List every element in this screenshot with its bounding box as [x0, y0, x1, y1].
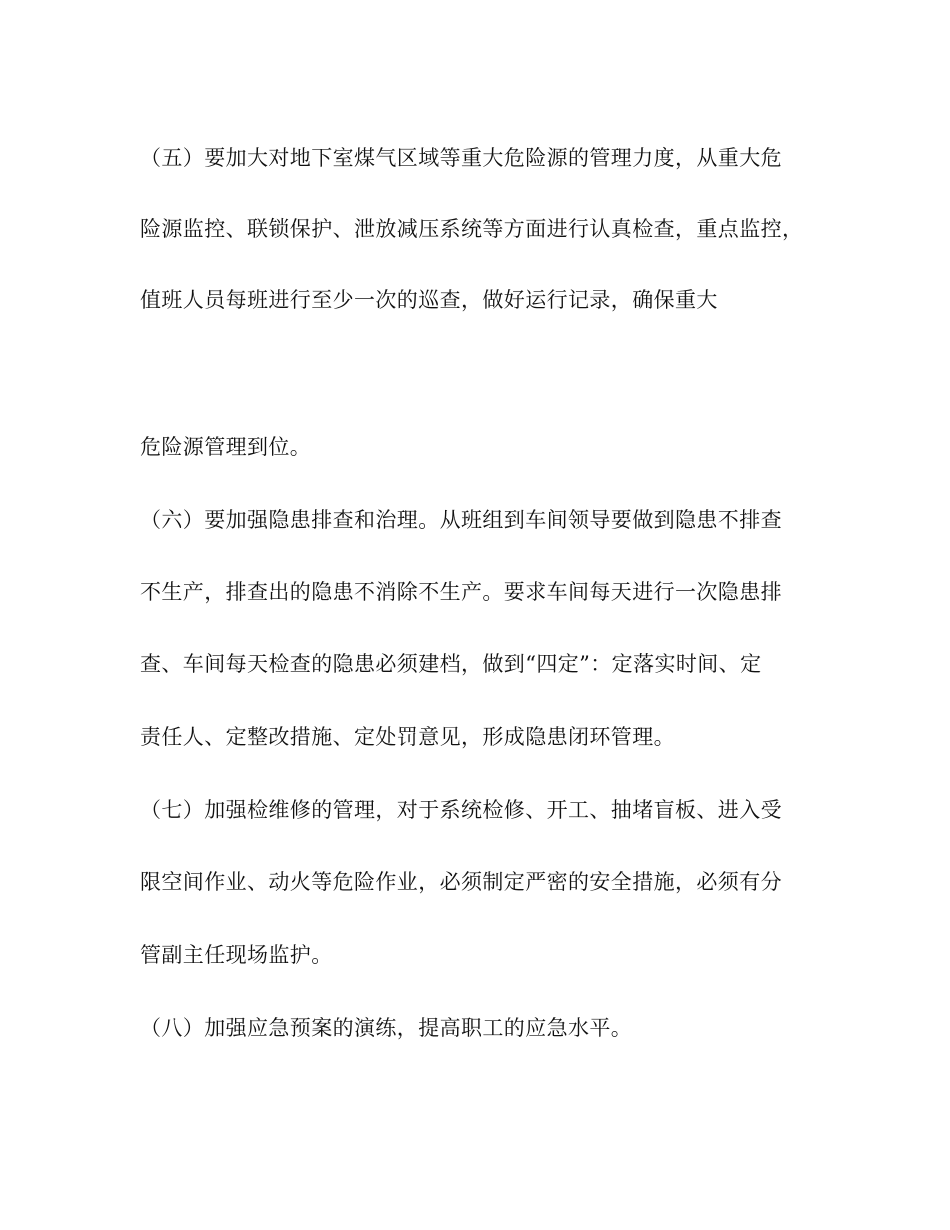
- text-line: 值班人员每班进行至少一次的巡查，做好运行记录，确保重大: [140, 288, 718, 312]
- text-line: 危险源管理到位。: [140, 435, 312, 459]
- text-line: 限空间作业、动火等危险作业，必须制定严密的安全措施，必须有分: [140, 870, 782, 894]
- text-line: （八）加强应急预案的演练，提高职工的应急水平。: [140, 1016, 633, 1040]
- text-line: 险源监控、联锁保护、泄放减压系统等方面进行认真检查，重点监控，: [140, 217, 804, 241]
- text-line: （六）要加强隐患排查和治理。从班组到车间领导要做到隐患不排查: [140, 508, 782, 532]
- text-line: 责任人、定整改措施、定处罚意见，形成隐患闭环管理。: [140, 725, 675, 749]
- text-line: （五）要加大对地下室煤气区域等重大危险源的管理力度，从重大危: [140, 146, 782, 170]
- text-line: 不生产，排查出的隐患不消除不生产。要求车间每天进行一次隐患排: [140, 580, 782, 604]
- text-line: 查、车间每天检查的隐患必须建档，做到“四定”：定落实时间、定: [140, 652, 762, 676]
- text-line: （七）加强检维修的管理，对于系统检修、开工、抽堵盲板、进入受: [140, 798, 782, 822]
- text-line: 管副主任现场监护。: [140, 943, 333, 967]
